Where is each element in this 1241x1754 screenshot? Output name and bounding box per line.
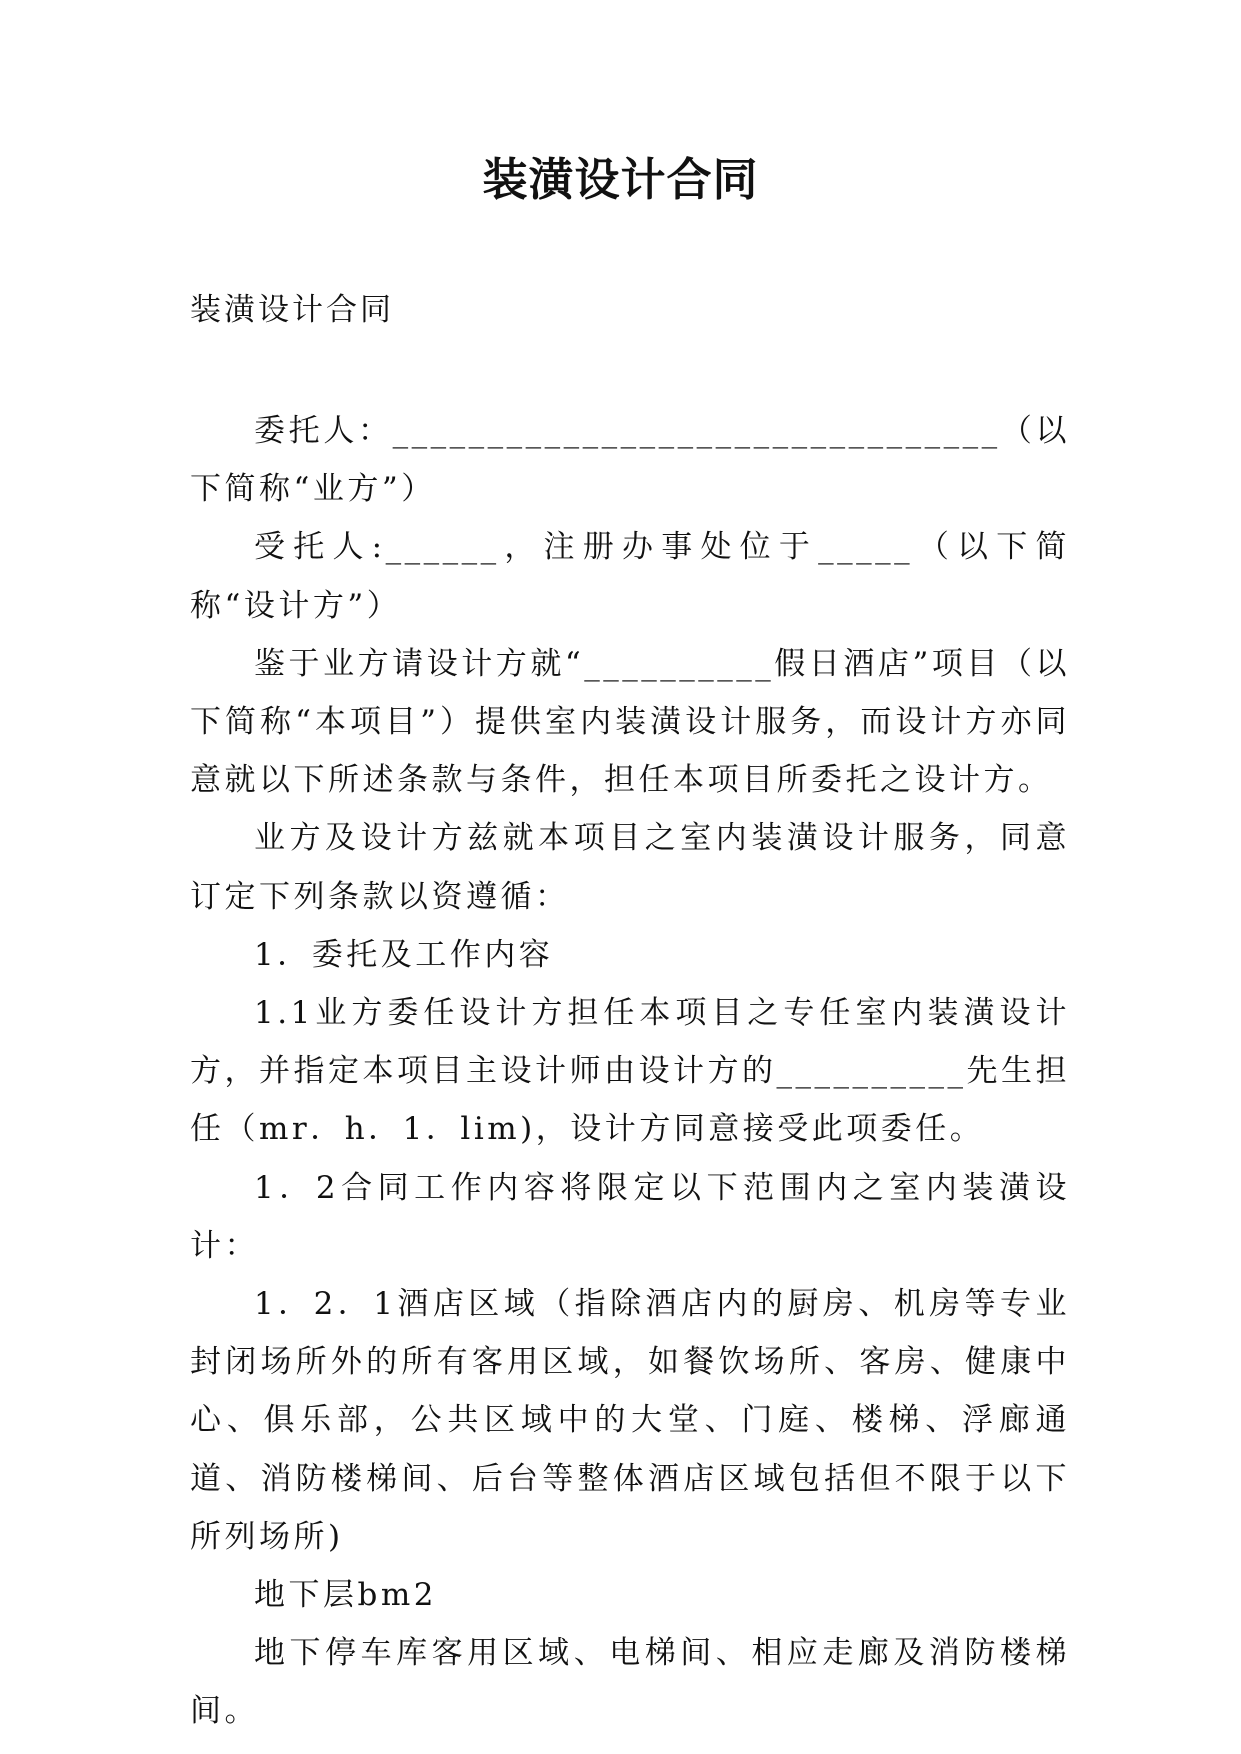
document-title: 装潢设计合同: [482, 153, 759, 206]
document-subtitle: 装潢设计合同: [190, 292, 394, 328]
paragraph-client: 委托人：________________________________（以下简称“业方”）: [190, 413, 1070, 508]
floor-description: 地下停车库客用区域、电梯间、相应走廊及消防楼梯间。: [190, 1635, 1070, 1730]
section-heading: 1．委托及工作内容: [254, 936, 554, 973]
document-body: [190, 402, 1070, 1741]
floor-label: 地下层bm2: [254, 1577, 437, 1614]
paragraph-whereas: 鉴于业方请设计方就“__________假日酒店”项目（以下简称“本项目”）提供室内装潢设计服务，而设计方亦同意就以下所述条款与条件，担任本项目所委托之设计方。: [190, 645, 1070, 799]
clause-1-2: 1．2合同工作内容将限定以下范围内之室内装潢设计：: [190, 1169, 1070, 1264]
paragraph-contractor: 受托人:______，注册办事处位于_____（以下简称“设计方”）: [190, 529, 1070, 624]
clause-1-1: 1.1业方委任设计方担任本项目之专任室内装潢设计方，并指定本项目主设计师由设计方的__________先生担任（mr．h．1．lim)，设计方同意接受此项委任。: [190, 995, 1070, 1148]
clause-1-2-1: 1．2．1酒店区域（指除酒店内的厨房、机房等专业封闭场所外的所有客用区域，如餐饮场所、客房、健康中心、俱乐部，公共区域中的大堂、门庭、楼梯、浮廊通道、消防楼梯间、后台等整体酒店区域包括但不限于以下所列场所): [190, 1286, 1070, 1555]
paragraph-agreement: 业方及设计方兹就本项目之室内装潢设计服务，同意订定下列条款以资遵循：: [190, 820, 1070, 915]
